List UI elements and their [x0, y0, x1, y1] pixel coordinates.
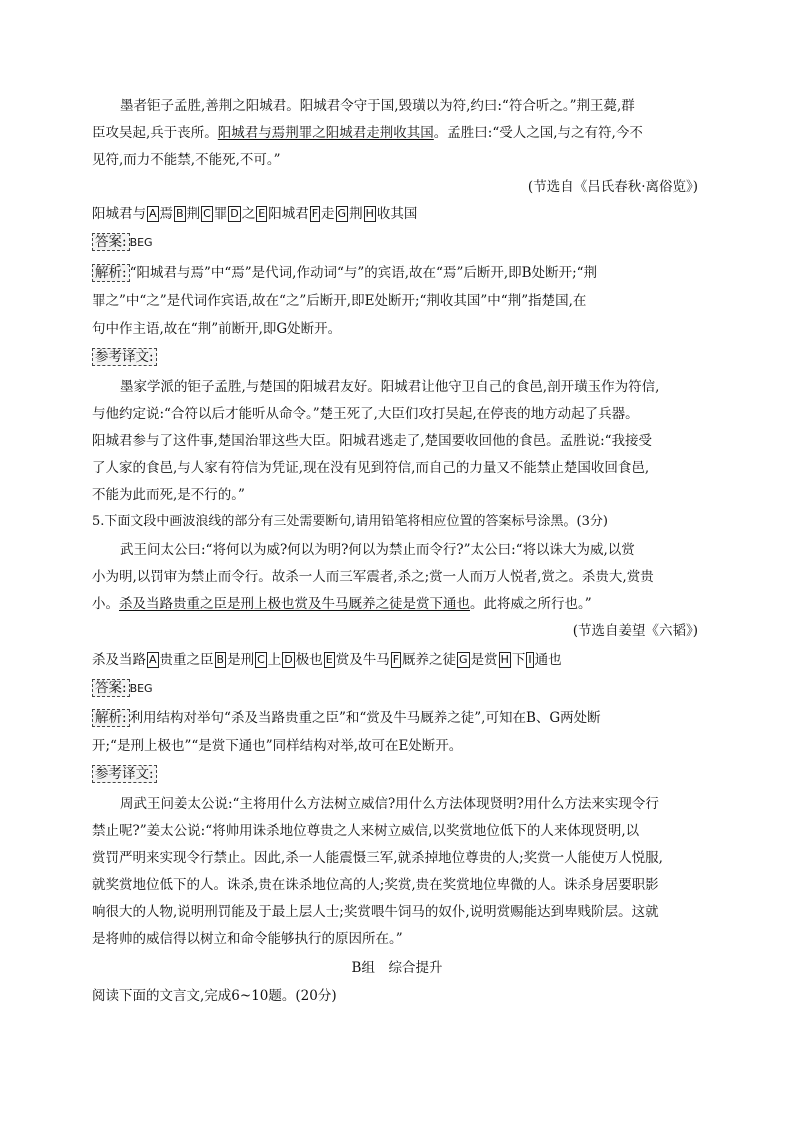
passage-line [92, 123, 643, 143]
option-text: 是赏 [470, 652, 498, 668]
wavy-underlined-text: 阳城君与焉荆罪之阳城君走荆收其国 [217, 125, 434, 141]
translation-line: 禁止呢?”姜太公说:“将帅用诛杀地位尊贵之人来树立威信,以奖赏地位低下的人来体现贤明,以 [92, 823, 640, 839]
analysis-line: 罪之”中“之”是代词作宾语,故在“之”后断开,即E处断开;“荆收其国”中“荆”指楚国,在 [92, 293, 587, 309]
option-text: 上 [267, 652, 282, 668]
option-marker-c[interactable]: C [257, 653, 265, 666]
passage-text: 。此将威之所行也。” [470, 596, 592, 612]
analysis-line [92, 708, 601, 728]
answer-label: 答案: [92, 679, 130, 697]
translation-line: 就奖赏地位低下的人。诛杀,贵在诛杀地位高的人;奖赏,贵在奖赏地位卑微的人。诛杀身居要职影 [92, 877, 659, 893]
option-marker-d[interactable]: D [230, 207, 239, 220]
section-title: B组 综合提升 [351, 960, 443, 976]
passage-line: 武王问太公曰:“将何以为威?何以为明?何以为禁止而令行?”太公曰:“将以诛大为威,以赏 [120, 542, 635, 558]
option-text: 杀及当路 [92, 652, 146, 668]
answer-options [92, 650, 562, 670]
option-marker-a[interactable]: A [149, 207, 157, 220]
answer-label: 答案: [92, 233, 130, 251]
option-text: 贵重之臣 [159, 652, 214, 668]
option-text: 通也 [534, 652, 562, 668]
option-marker-c[interactable]: C [203, 207, 211, 220]
translation-line: 墨家学派的钜子孟胜,与楚国的阳城君友好。阳城君让他守卫自己的食邑,剖开璜玉作为符信, [120, 379, 660, 395]
answer-value: BEG [129, 236, 153, 249]
option-marker-d[interactable]: D [284, 653, 293, 666]
option-text: 阳城君与 [92, 206, 146, 222]
option-marker-e[interactable]: E [325, 653, 333, 666]
passage-text: 小。 [92, 596, 119, 612]
passage-text: 臣攻吴起,兵于丧所。 [92, 125, 218, 141]
option-marker-b[interactable]: B [176, 207, 184, 220]
analysis-label: 解析: [92, 264, 130, 282]
option-text: 收其国 [376, 206, 418, 222]
option-marker-a[interactable]: A [149, 653, 157, 666]
option-marker-f[interactable]: F [311, 207, 319, 220]
option-text: 罪 [213, 206, 228, 222]
option-text: 之 [241, 206, 256, 222]
analysis-line: 开;“是刑上极也”“是赏下通也”同样结构对举,故可在E处断开。 [92, 738, 463, 754]
option-text: 极也 [295, 652, 323, 668]
option-text: 荆 [349, 206, 363, 222]
answer-line [92, 678, 153, 699]
translation-line: 了人家的食邑,与人家有符信为凭证,现在没有见到符信,而自己的力量又不能禁止楚国收回食邑, [92, 460, 650, 476]
option-marker-h[interactable]: H [500, 653, 509, 666]
translation-line: 阳城君参与了这件事,楚国治罪这些大臣。阳城君逃走了,楚国要收回他的食邑。孟胜说:“我接受 [92, 433, 653, 449]
option-text: 焉 [159, 206, 174, 222]
translation-line: 赏罚严明来实现令行禁止。因此,杀一人能震慑三军,就杀掉地位尊贵的人;奖赏一人能使万人悦服, [92, 850, 663, 866]
option-marker-i[interactable]: I [528, 653, 532, 666]
source-citation: (节选自姜望《六韬》) [572, 623, 698, 639]
source-citation: (节选自《吕氏春秋·离俗览》) [527, 179, 698, 195]
option-text: 是刑 [227, 652, 255, 668]
translation-line: 不能为此而死,是不行的。” [92, 487, 245, 503]
translation-line: 与他约定说:“合符以后才能听从命令。”楚王死了,大臣们攻打吴起,在停丧的地方动起了兵器。 [92, 406, 639, 422]
translation-heading [92, 347, 157, 367]
option-text: 荆 [186, 206, 201, 222]
translation-label: 参考译文: [92, 348, 157, 366]
passage-line: 墨者钜子孟胜,善荆之阳城君。阳城君令守于国,毁璜以为符,约曰:“符合听之。”荆王薨,群 [120, 98, 635, 114]
translation-line: 周武王问姜太公说:“主将用什么方法树立威信?用什么方法体现贤明?用什么方法来实现令行 [120, 796, 659, 812]
passage-text: 。孟胜曰:“受人之国,与之有符,今不 [433, 125, 643, 141]
option-text: 阳城君 [268, 206, 309, 222]
instruction: 阅读下面的文言文,完成6~10题。(20分) [92, 988, 337, 1004]
option-text: 厩养之徒 [402, 652, 457, 668]
passage-line: 见符,而力不能禁,不能死,不可。” [92, 152, 281, 168]
translation-heading [92, 764, 157, 784]
question-5: 5.下面文段中画波浪线的部分有三处需要断句,请用铅笔将相应位置的答案标号涂黑。(3分) [92, 514, 608, 529]
translation-line: 响很大的人物,说明刑罚能及于最上层人士;奖赏喂牛饲马的奴仆,说明赏赐能达到卑贱阶层。这就 [92, 904, 659, 920]
option-text: 赏及牛马 [335, 652, 390, 668]
passage-line [92, 594, 592, 614]
option-marker-f[interactable]: F [392, 653, 400, 666]
wavy-underlined-text: 杀及当路贵重之臣是刑上极也赏及牛马厩养之徒是赏下通也 [119, 596, 470, 612]
option-marker-h[interactable]: H [365, 207, 374, 220]
option-marker-g[interactable]: G [459, 653, 468, 666]
option-marker-b[interactable]: B [216, 653, 225, 666]
answer-options [92, 204, 417, 224]
passage-line: 小为明,以罚审为禁止而令行。故杀一人而三军震者,杀之;赏一人而万人悦者,赏之。杀贵大,赏贵 [92, 569, 654, 585]
analysis-text: “阳城君与焉”中“焉”是代词,作动词“与”的宾语,故在“焉”后断开,即B处断开;“荆 [129, 265, 598, 281]
option-text: 走 [321, 206, 335, 222]
option-marker-g[interactable]: G [337, 207, 347, 220]
analysis-line [92, 263, 597, 283]
analysis-text: 利用结构对举句“杀及当路贵重之臣”和“赏及牛马厩养之徒”,可知在B、G两处断 [129, 710, 601, 726]
analysis-line: 句中作主语,故在“荆”前断开,即G处断开。 [92, 321, 342, 337]
answer-line [92, 232, 153, 253]
translation-label: 参考译文: [92, 765, 157, 783]
option-text: 下 [511, 652, 526, 668]
translation-line: 是将帅的威信得以树立和命令能够执行的原因所在。” [92, 931, 403, 947]
option-marker-e[interactable]: E [258, 207, 266, 220]
answer-value: BEG [129, 682, 153, 695]
analysis-label: 解析: [92, 709, 130, 727]
